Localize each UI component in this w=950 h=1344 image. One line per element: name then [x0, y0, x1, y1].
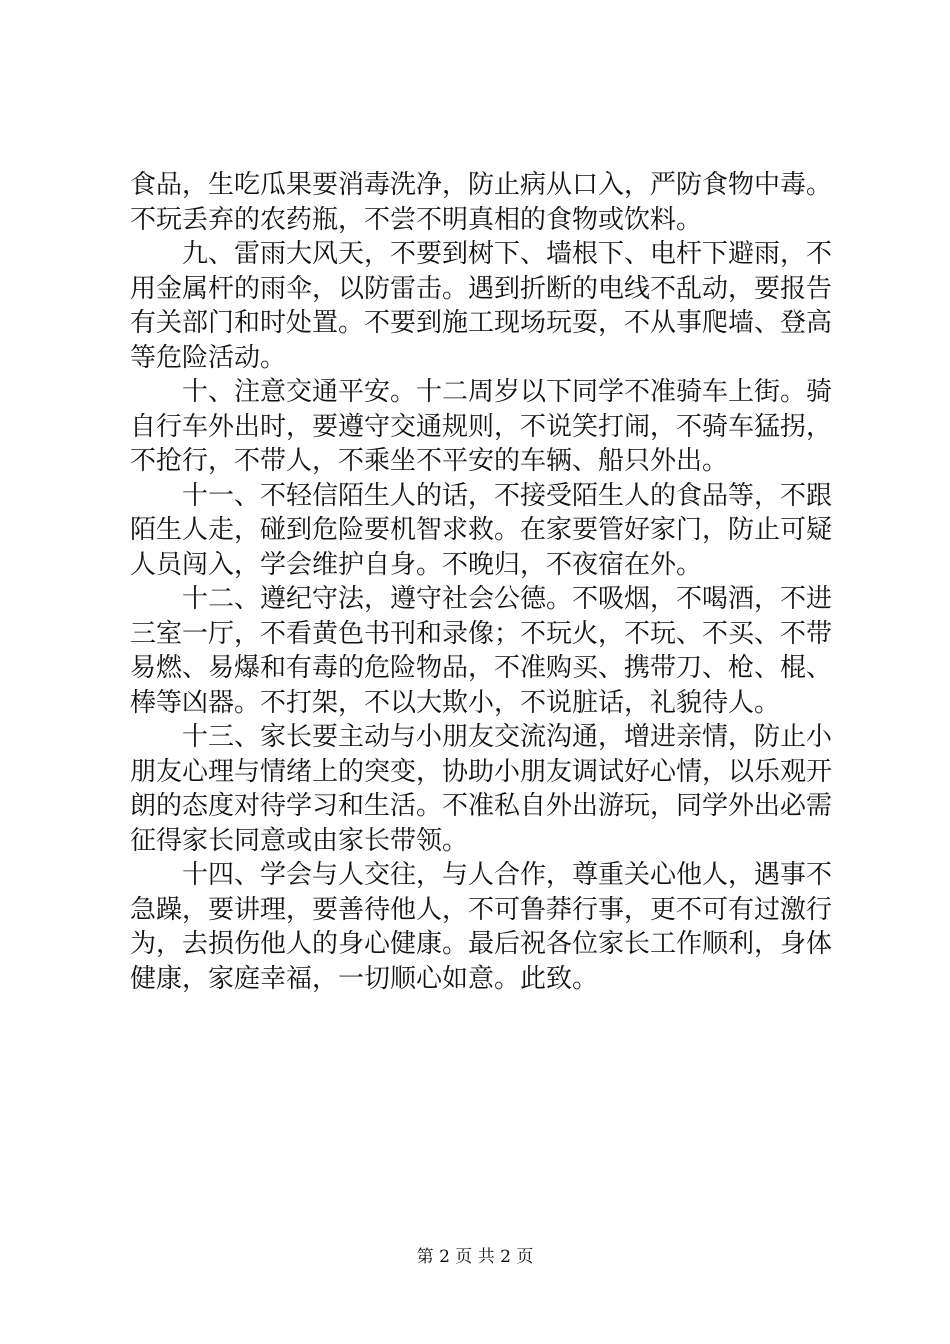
- text-line: 不抢行，不带人，不乘坐不平安的车辆、船只外出。: [130, 446, 729, 476]
- text-line: 有关部门和时处置。不要到施工现场玩耍，不从事爬墙、登高: [130, 308, 833, 338]
- paragraph-start-line: 九、雷雨大风天，不要到树下、墙根下、电杆下避雨，不: [182, 239, 833, 269]
- paragraph-start-line: 十一、不轻信陌生人的话，不接受陌生人的食品等，不跟: [182, 480, 833, 511]
- document-body: [130, 168, 833, 996]
- text-line: 人员闯入，学会维护自身。不晚归，不夜宿在外。: [130, 549, 703, 580]
- text-line: 为，去损伤他人的身心健康。最后祝各位家长工作顺利，身体: [130, 929, 833, 959]
- text-line: 用金属杆的雨伞，以防雷击。遇到折断的电线不乱动，要报告: [130, 273, 833, 304]
- text-line: 自行车外出时，要遵守交通规则，不说笑打闹，不骑车猛拐，: [130, 411, 833, 442]
- text-line: 朋友心理与情绪上的突变，协助小朋友调试好心情，以乐观开: [130, 756, 833, 787]
- text-line: 朗的态度对待学习和生活。不准私自外出游玩，同学外出必需: [130, 791, 833, 821]
- paragraph-start-line: 十四、学会与人交往，与人合作，尊重关心他人，遇事不: [182, 860, 833, 890]
- text-line: 陌生人走，碰到危险要机智求救。在家要管好家门，防止可疑: [130, 515, 833, 545]
- text-line: 三室一厅，不看黄色书刊和录像；不玩火，不玩、不买、不带: [130, 618, 833, 649]
- paragraph-start-line: 十、注意交通平安。十二周岁以下同学不准骑车上街。骑: [182, 377, 833, 407]
- paragraph-start-line: 十二、遵纪守法，遵守社会公德。不吸烟，不喝酒，不进: [182, 584, 833, 614]
- text-line: 急躁，要讲理，要善待他人，不可鲁莽行事，更不可有过激行: [130, 894, 833, 925]
- text-line: 易燃、易爆和有毒的危险物品，不准购买、携带刀、枪、棍、: [130, 653, 833, 683]
- text-line: 等危险活动。: [130, 342, 287, 373]
- text-line: 征得家长同意或由家长带领。: [130, 825, 469, 856]
- text-line: 健康，家庭幸福，一切顺心如意。此致。: [130, 963, 599, 994]
- page-number-footer: 第 2 页 共 2 页: [416, 1247, 534, 1267]
- paragraph-start-line: 十三、家长要主动与小朋友交流沟通，增进亲情，防止小: [182, 722, 833, 752]
- text-line: 食品，生吃瓜果要消毒洗净，防止病从口入，严防食物中毒。: [130, 170, 833, 200]
- text-line: 棒等凶器。不打架，不以大欺小，不说脏话，礼貌待人。: [130, 687, 781, 718]
- text-line: 不玩丢弃的农药瓶，不尝不明真相的食物或饮料。: [130, 204, 703, 235]
